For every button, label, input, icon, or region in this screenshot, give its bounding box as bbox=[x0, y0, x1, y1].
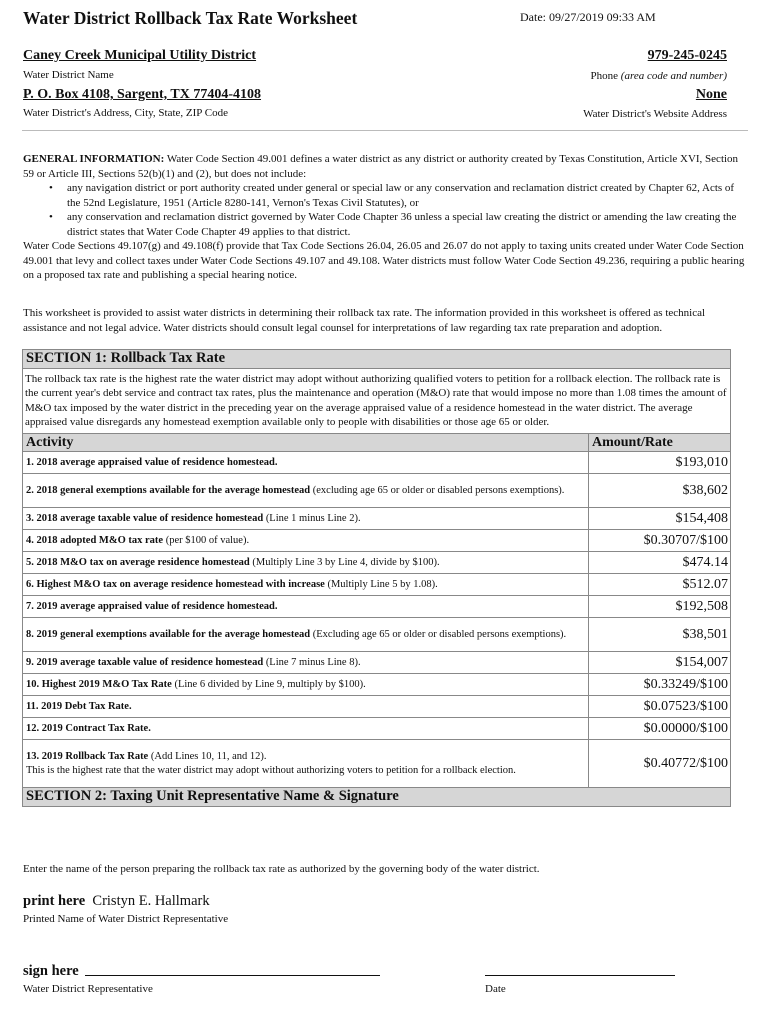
district-phone: 979-245-0245 bbox=[647, 48, 727, 63]
table-row bbox=[23, 530, 731, 552]
activity-note: (Excluding age 65 or older or disabled persons exemptions). bbox=[310, 628, 567, 640]
general-information bbox=[23, 152, 749, 283]
phone-label-italic: (area code and number) bbox=[620, 70, 727, 82]
activity-label: 13. 2019 Rollback Tax Rate bbox=[26, 751, 149, 762]
activity-note: (Line 6 divided by Line 9, multiply by $100). bbox=[171, 678, 366, 690]
amount-cell: $154,408 bbox=[589, 508, 731, 530]
date-line[interactable] bbox=[485, 975, 675, 976]
activity-label: 12. 2019 Contract Tax Rate. bbox=[26, 722, 151, 734]
sign-label: sign here bbox=[23, 963, 79, 979]
activity-header: Activity bbox=[23, 433, 589, 452]
section2-row bbox=[23, 788, 731, 807]
activity-cell bbox=[23, 674, 589, 696]
amount-cell: $512.07 bbox=[589, 574, 731, 596]
activity-label: 2. 2018 general exemptions available for the average homestead bbox=[26, 484, 311, 496]
amount-cell: $474.14 bbox=[589, 552, 731, 574]
table-row bbox=[23, 674, 731, 696]
table-row bbox=[23, 596, 731, 618]
district-website: None bbox=[695, 87, 727, 102]
activity-cell bbox=[23, 530, 589, 552]
general-intro bbox=[23, 152, 749, 181]
header-divider bbox=[22, 130, 748, 131]
table-row bbox=[23, 452, 731, 474]
rollback-table bbox=[22, 349, 731, 807]
activity-note: (Line 7 minus Line 8). bbox=[263, 656, 361, 668]
activity-label: 8. 2019 general exemptions available for the average homestead bbox=[26, 628, 311, 640]
table-row bbox=[23, 652, 731, 674]
activity-label: 7. 2019 average appraised value of residence homestead. bbox=[26, 600, 278, 612]
district-address: P. O. Box 4108, Sargent, TX 77404-4108 bbox=[23, 87, 262, 102]
activity-label: 5. 2018 M&O tax on average residence homestead bbox=[26, 556, 250, 568]
exclusion-item: • any navigation district or port authority created under general or special law or any conservation and reclamation district created by Chapter 62, Acts of the 52nd Legislature, 1951 (Article 8280-141, Vernon's Texas Civil Statutes), or bbox=[23, 181, 749, 210]
district-address-label: Water District's Address, City, State, ZIP Code bbox=[23, 107, 228, 119]
section2-note: Enter the name of the person preparing the rollback tax rate as authorized by the governing body of the water district. bbox=[23, 863, 540, 875]
signature-line[interactable] bbox=[85, 975, 380, 976]
amount-cell: $0.40772/$100 bbox=[589, 740, 731, 788]
amount-cell: $0.07523/$100 bbox=[589, 696, 731, 718]
document-title: Water District Rollback Tax Rate Worksheet bbox=[23, 8, 358, 28]
amount-cell: $0.33249/$100 bbox=[589, 674, 731, 696]
representative-printed-name[interactable]: Cristyn E. Hallmark bbox=[92, 893, 210, 909]
amount-cell: $0.00000/$100 bbox=[589, 718, 731, 740]
activity-cell bbox=[23, 718, 589, 740]
activity-label: 10. Highest 2019 M&O Tax Rate bbox=[26, 678, 172, 690]
activity-cell bbox=[23, 508, 589, 530]
district-name: Caney Creek Municipal Utility District bbox=[23, 48, 257, 63]
table-row bbox=[23, 740, 731, 788]
activity-note: (per $100 of value). bbox=[163, 534, 250, 546]
document-date: Date: 09/27/2019 09:33 AM bbox=[520, 10, 656, 24]
table-row bbox=[23, 508, 731, 530]
activity-note: (Multiply Line 3 by Line 4, divide by $100). bbox=[249, 556, 440, 568]
activity-label: 1. 2018 average appraised value of residence homestead. bbox=[26, 456, 278, 468]
activity-note: (excluding age 65 or older or disabled persons exemptions). bbox=[310, 484, 565, 496]
activity-cell bbox=[23, 652, 589, 674]
activity-label: 11. 2019 Debt Tax Rate. bbox=[26, 700, 132, 712]
activity-note: (Multiply Line 5 by 1.08). bbox=[324, 578, 438, 590]
table-row bbox=[23, 696, 731, 718]
amount-header: Amount/Rate bbox=[589, 433, 731, 452]
activity-label: 9. 2019 average taxable value of residence homestead bbox=[26, 656, 264, 668]
activity-note: (Line 1 minus Line 2). bbox=[263, 512, 361, 524]
activity-cell bbox=[23, 574, 589, 596]
activity-label: 6. Highest M&O tax on average residence homestead with increase bbox=[26, 578, 325, 590]
general-heading: GENERAL INFORMATION: bbox=[23, 153, 165, 165]
printed-name-label: Printed Name of Water District Representative bbox=[23, 913, 229, 925]
phone-label-main: Phone bbox=[590, 70, 621, 82]
table-row bbox=[23, 718, 731, 740]
date-label: Date bbox=[485, 983, 506, 995]
section1-title: SECTION 1: Rollback Tax Rate bbox=[23, 350, 731, 369]
general-closing: Water Code Sections 49.107(g) and 49.108(f) provide that Tax Code Sections 26.04, 26.05 and 26.07 do not apply to taxing units created under Water Code Section 49.001 that levy and collect taxes under Water Code Sections 49.107 and 49.108. Water districts must follow Water Code Section 49.236, requiring a public hearing on a proposed tax rate and publishing a special hearing notice. bbox=[23, 240, 745, 281]
amount-cell: $154,007 bbox=[589, 652, 731, 674]
print-line bbox=[23, 892, 210, 911]
amount-cell: $38,602 bbox=[589, 474, 731, 508]
table-row bbox=[23, 552, 731, 574]
activity-cell bbox=[23, 474, 589, 508]
amount-cell: $192,508 bbox=[589, 596, 731, 618]
table-row bbox=[23, 618, 731, 652]
worksheet-note: This worksheet is provided to assist water districts in determining their rollback tax rate. The information provided in this worksheet is offered as technical assistance and not legal advice. Water districts should consult legal counsel for interpretations of law regarding tax rate preparation and adoption. bbox=[23, 307, 706, 334]
representative-label: Water District Representative bbox=[23, 983, 153, 995]
amount-cell: $0.30707/$100 bbox=[589, 530, 731, 552]
amount-cell: $38,501 bbox=[589, 618, 731, 652]
table-row bbox=[23, 474, 731, 508]
activity-cell bbox=[23, 452, 589, 474]
table-row bbox=[23, 574, 731, 596]
amount-cell: $193,010 bbox=[589, 452, 731, 474]
activity-label: 4. 2018 adopted M&O tax rate bbox=[26, 534, 164, 546]
general-intro-text: Water Code Section 49.001 defines a water district as any district or authority created by Texas Constitution, Article XVI, Section 59 or Article III, Sections 52(b)(1) and (2), but does not include: bbox=[23, 153, 739, 180]
section2-title: SECTION 2: Taxing Unit Representative Name & Signature bbox=[23, 788, 731, 807]
district-name-label: Water District Name bbox=[23, 69, 114, 81]
section1-intro: The rollback tax rate is the highest rate the water district may adopt without authorizing qualified voters to petition for a rollback election. The rollback rate is the current year's debt service and contract tax rates, plus the maintenance and operation (M&O) rate that would impose no more than 1.08 times the amount of M&O tax imposed by the water district in the preceding year on the average appraised value of a residence homestead in the water district. The average appraised value disregards any homestead exemption available only to people with disabilities or those age 65 or older. bbox=[23, 368, 731, 433]
exclusion-list bbox=[23, 181, 749, 239]
activity-extra: This is the highest rate that the water district may adopt without authorizing voters to petition for a rollback election. bbox=[26, 764, 516, 776]
activity-cell bbox=[23, 618, 589, 652]
activity-note: (Add Lines 10, 11, and 12). bbox=[148, 751, 267, 762]
activity-label: 3. 2018 average taxable value of residence homestead bbox=[26, 512, 264, 524]
exclusion-item: • any conservation and reclamation district governed by Water Code Chapter 36 unless a special law creating the district or amending the law creating the district states that Water Code Chapter 49 applies to that district. bbox=[23, 210, 749, 239]
activity-cell bbox=[23, 596, 589, 618]
print-label: print here bbox=[23, 893, 86, 909]
activity-cell bbox=[23, 552, 589, 574]
activity-cell bbox=[23, 696, 589, 718]
activity-cell bbox=[23, 740, 589, 788]
website-label: Water District's Website Address bbox=[583, 108, 727, 120]
phone-label bbox=[591, 69, 727, 83]
